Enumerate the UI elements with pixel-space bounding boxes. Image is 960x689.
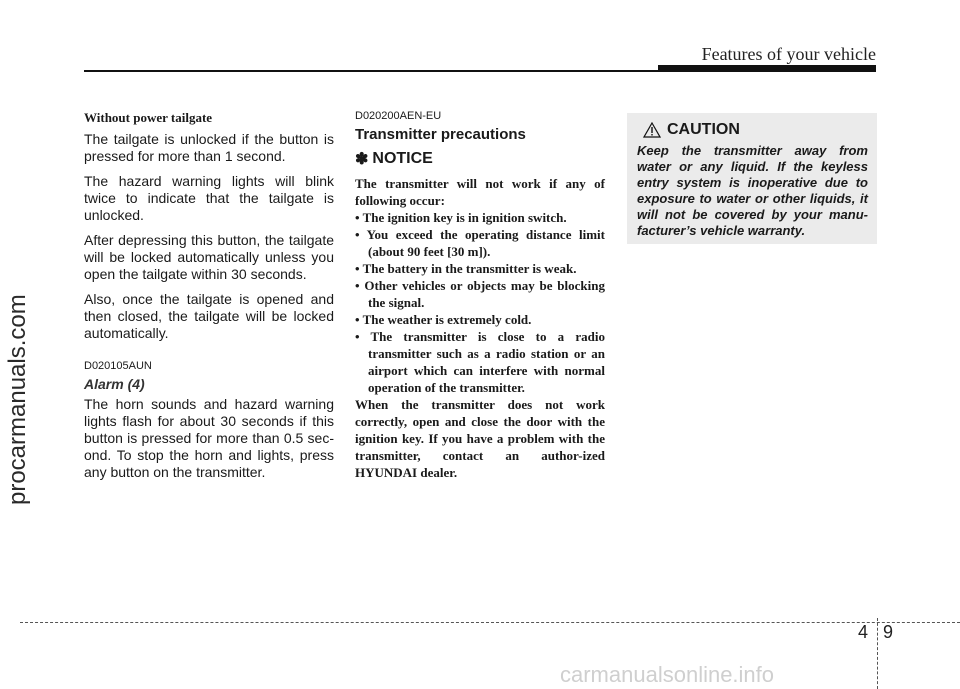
notice-heading — [355, 149, 605, 169]
paragraph: The tailgate is unlocked if the button is pressed for more than 1 second. — [84, 131, 334, 164]
notice-closing: When the transmitter does not work correctly, open and close the door with the ignition key. If you have a problem with the transmitter, contact an author-ized HYUNDAI dealer. — [355, 397, 605, 480]
without-power-tailgate-heading: Without power tailgate — [84, 110, 213, 125]
header-title: Features of your vehicle — [701, 44, 876, 64]
paragraph: The hazard warning lights will blink twice to indicate that the tailgate is unlocked. — [84, 173, 334, 223]
section-code: D020200AEN-EU — [355, 110, 442, 122]
paragraph: Also, once the tailgate is opened and then closed, the tailgate will be locked automatically. — [84, 291, 334, 341]
page-number: 9 — [883, 622, 894, 642]
middle-column — [355, 110, 605, 481]
list-item: • The transmitter is close to a radio transmitter such as a radio station or an airport which can interfere with normal operation of the transmitter. — [355, 329, 605, 395]
warning-triangle-icon — [643, 122, 661, 138]
notice-star-icon: ✽ — [355, 151, 369, 168]
section-code: D020105AUN — [84, 360, 152, 372]
header-rule-accent — [658, 65, 876, 72]
transmitter-precautions-heading: Transmitter precautions — [355, 126, 526, 143]
list-item: • The weather is extremely cold. — [355, 312, 532, 327]
list-item: • The ignition key is in ignition switch. — [355, 210, 567, 225]
alarm-paragraph: The horn sounds and hazard warning lights flash for about 30 seconds if this button is pressed for more than 0.5 sec-ond. To stop the horn and lights, press any button on the transmitter. — [84, 396, 334, 480]
list-item: • You exceed the operating distance limit (about 90 feet [30 m]). — [355, 227, 605, 259]
left-column — [84, 110, 334, 489]
footer-rule — [20, 622, 960, 623]
bottom-watermark: carmanualsonline.info — [560, 662, 775, 687]
caution-box — [627, 113, 877, 244]
list-item: • Other vehicles or objects may be blocking the signal. — [355, 278, 605, 310]
alarm-heading: Alarm (4) — [84, 376, 145, 392]
caution-title: CAUTION — [667, 121, 740, 138]
list-item: • The battery in the transmitter is weak. — [355, 261, 577, 276]
paragraph: After depressing this button, the tailgate will be locked automatically unless you open the tailgate within 30 seconds. — [84, 232, 334, 282]
notice-bullet-list — [355, 209, 605, 396]
notice-label: NOTICE — [372, 150, 433, 167]
notice-intro: The transmitter will not work if any of following occur: — [355, 176, 605, 208]
footer-divider — [877, 618, 878, 689]
side-watermark: procarmanuals.com — [4, 294, 31, 505]
caution-text: Keep the transmitter away from water or any liquid. If the keyless entry system is inoperative due to exposure to water or other liquids, it will not be covered by your manu-facturer’s vehicle warranty. — [637, 143, 868, 238]
section-number: 4 — [858, 622, 869, 642]
